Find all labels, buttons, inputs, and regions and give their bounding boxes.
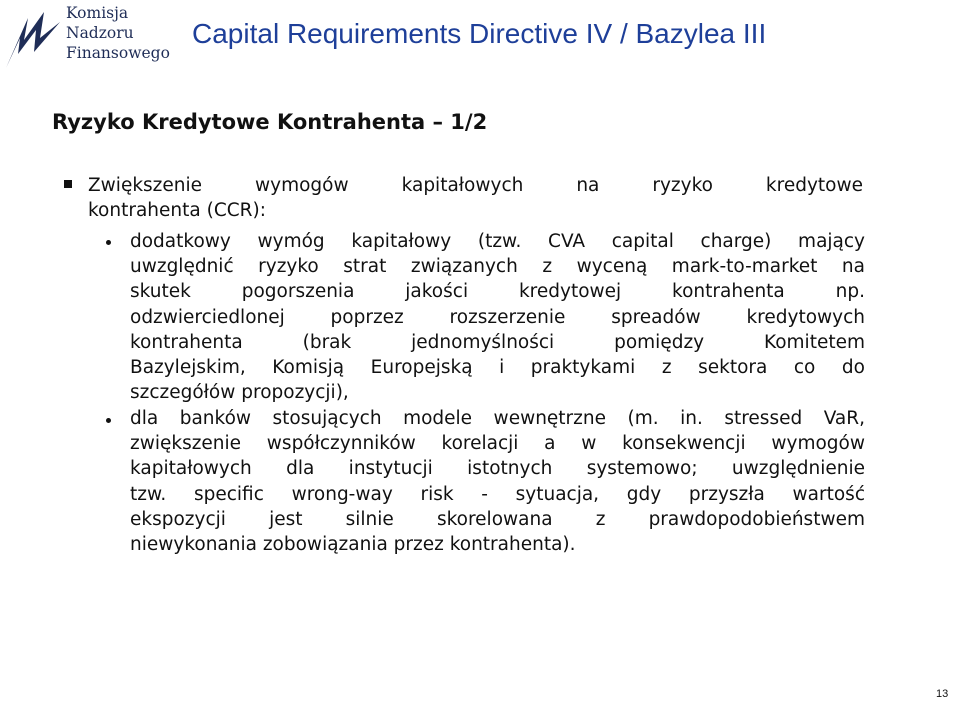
- logo-line-3: Finansowego: [66, 44, 170, 62]
- logo: [4, 2, 170, 72]
- sub-bullet-line: kontrahenta (brak jednomyślności pomiędzy Komitetem: [130, 331, 865, 353]
- sub-bullet-line: szczegółów propozycji),: [130, 382, 349, 404]
- sub-bullet-line: skutek pogorszenia jakości kredytowej kontrahenta np.: [130, 281, 865, 303]
- logo-line-2: Nadzoru: [66, 24, 134, 42]
- sub-bullet-2: [130, 406, 865, 557]
- sub-bullet-line: niewykonania zobowiązania przez kontrahenta).: [130, 534, 576, 556]
- main-bullet: [88, 173, 863, 223]
- sub-bullet-line: uwzględnić ryzyko strat związanych z wyceną mark-to-market na: [130, 256, 865, 278]
- main-bullet-line: Zwiększenie wymogów kapitałowych na ryzyko kredytowe: [88, 175, 863, 196]
- sub-bullet-line: tzw. specific wrong-way risk - sytuacja, gdy przyszła wartość: [130, 483, 865, 505]
- page-number: 13: [936, 688, 949, 700]
- square-bullet-icon: [64, 180, 72, 188]
- sub-bullet-line: Bazylejskim, Komisją Europejską i praktykami z sektora co do: [130, 357, 865, 379]
- sub-bullet-line: zwiększenie współczynników korelacji a w konsekwencji wymogów: [130, 433, 865, 455]
- sub-bullet-1: [130, 229, 865, 405]
- sub-bullet-line: dla banków stosujących modele wewnętrzne (m. in. stressed VaR,: [130, 408, 865, 429]
- header-title: Capital Requirements Directive IV / Bazylea III: [192, 18, 767, 49]
- dot-bullet-icon: [106, 418, 111, 423]
- main-bullet-line: kontrahenta (CCR):: [88, 200, 266, 222]
- logo-line-1: Komisja: [66, 4, 129, 22]
- sub-bullet-line: kapitałowych dla instytucji istotnych systemowo; uwzględnienie: [130, 458, 865, 480]
- knf-logo-icon: [4, 8, 62, 70]
- dot-bullet-icon: [106, 240, 111, 245]
- sub-bullet-line: odzwierciedlonej poprzez rozszerzenie spreadów kredytowych: [130, 306, 865, 328]
- logo-text: [66, 3, 170, 63]
- sub-bullet-line: dodatkowy wymóg kapitałowy (tzw. CVA capital charge) mający: [130, 231, 865, 252]
- sub-bullet-line: ekspozycji jest silnie skorelowana z prawdopodobieństwem: [130, 508, 865, 530]
- section-title: Ryzyko Kredytowe Kontrahenta – 1/2: [52, 110, 488, 134]
